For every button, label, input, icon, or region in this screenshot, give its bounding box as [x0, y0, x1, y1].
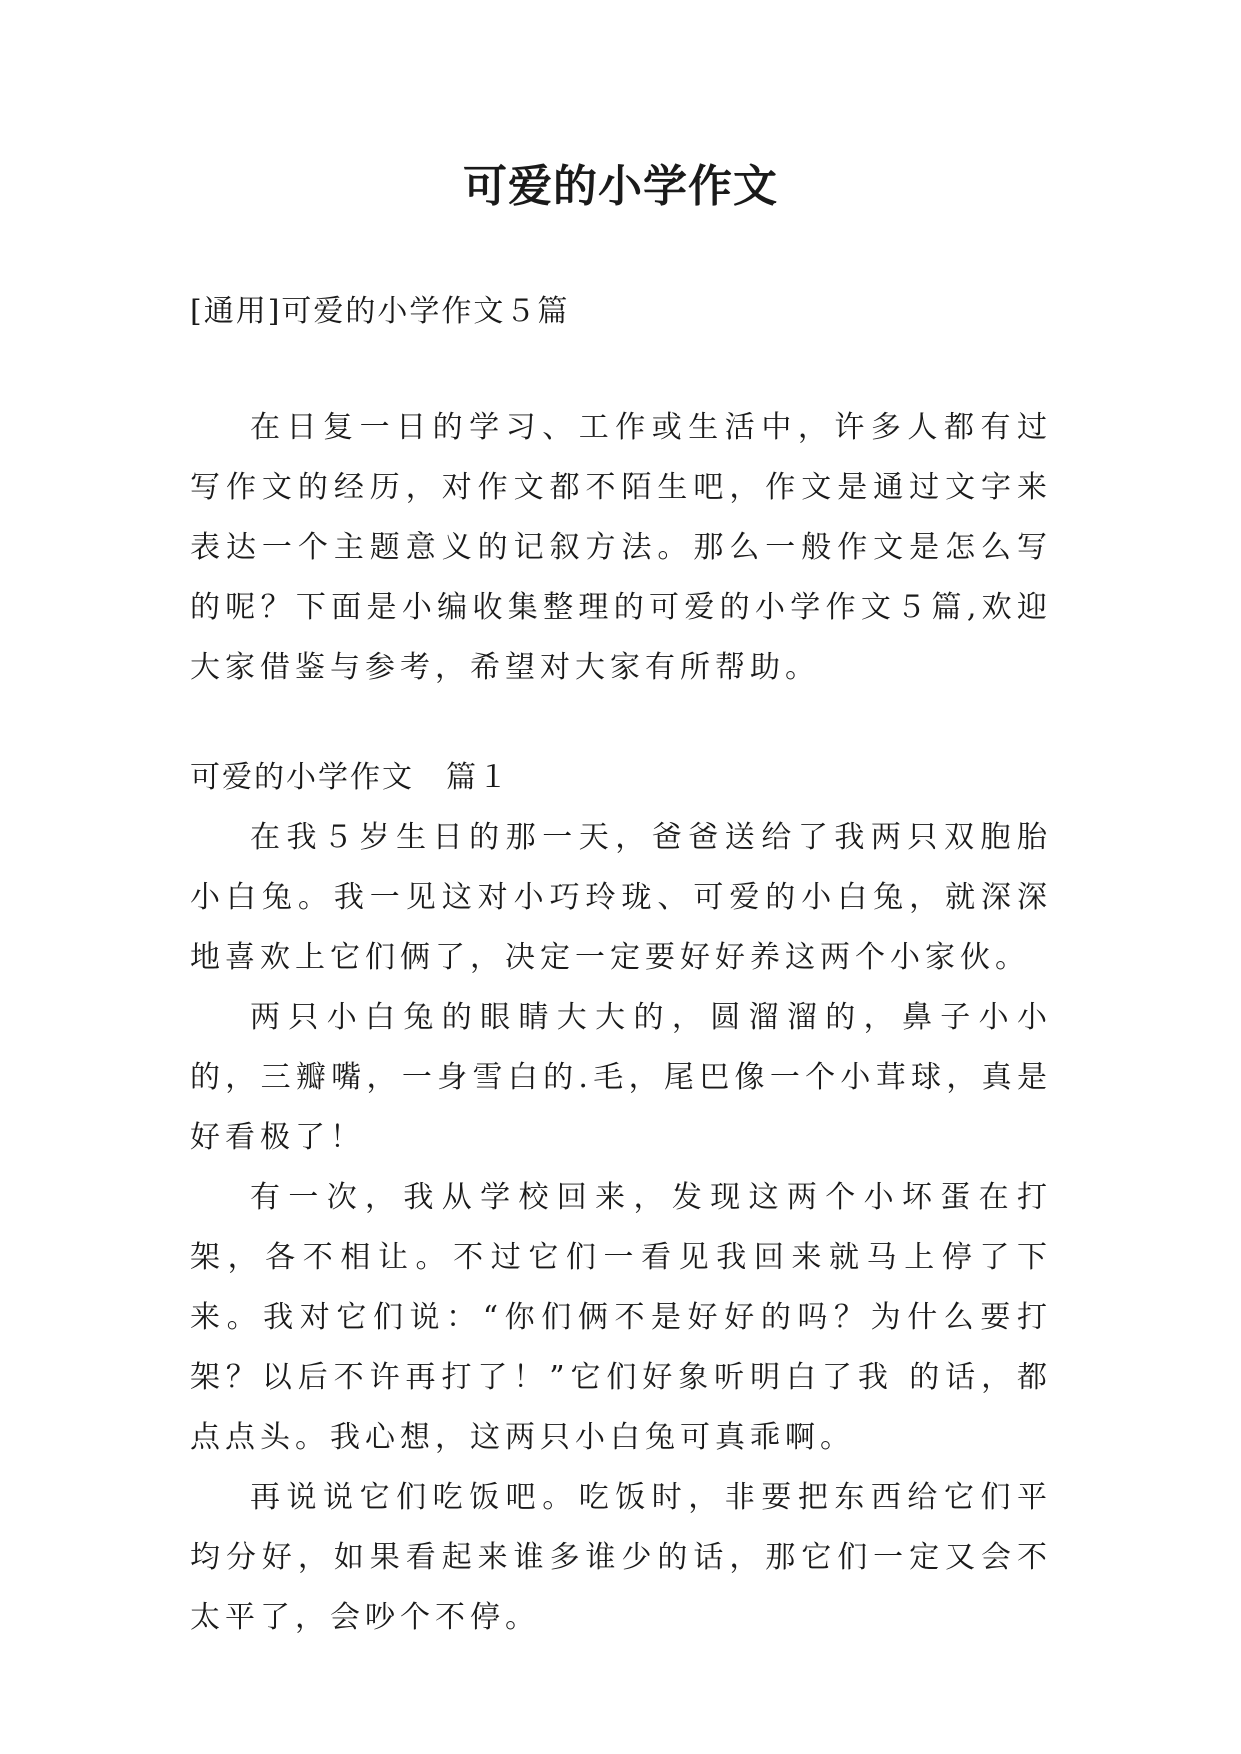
document-subtitle: [通用]可爱的小学作文５篇 — [190, 294, 570, 329]
essay-paragraph: 有一次，我从学校回来，发现这两个小坏蛋在打架，各不相让。不过它们一看见我回来就马上停了下来。我对它们说：“你们俩不是好好的吗？为什么要打架？以后不许再打了！”它们好象听明白了我 的话，都点点头。我心想，这两只小白兔可真乖啊。 — [190, 1180, 1052, 1455]
intro-paragraph: 在日复一日的学习、工作或生活中，许多人都有过写作文的经历，对作文都不陌生吧，作文是通过文字来表达一个主题意义的记叙方法。那么一般作文是怎么写的呢？下面是小编收集整理的可爱的小学作文５篇,欢迎大家借鉴与参考，希望对大家有所帮助。 — [190, 410, 1052, 685]
essay-paragraph: 在我５岁生日的那一天，爸爸送给了我两只双胞胎小白兔。我一见这对小巧玲珑、可爱的小白兔，就深深地喜欢上它们俩了，决定一定要好好养这两个小家伙。 — [190, 820, 1052, 975]
document-title: 可爱的小学作文 — [463, 161, 778, 212]
essay-paragraph: 两只小白兔的眼睛大大的，圆溜溜的，鼻子小小的，三瓣嘴，一身雪白的.毛，尾巴像一个小茸球，真是好看极了！ — [190, 1000, 1052, 1155]
section-heading: 可爱的小学作文 篇１ — [190, 760, 510, 795]
document-body — [190, 290, 1052, 1648]
essay-paragraph: 再说说它们吃饭吧。吃饭时，非要把东西给它们平均分好，如果看起来谁多谁少的话，那它们一定又会不太平了，会吵个不停。 — [190, 1480, 1052, 1635]
